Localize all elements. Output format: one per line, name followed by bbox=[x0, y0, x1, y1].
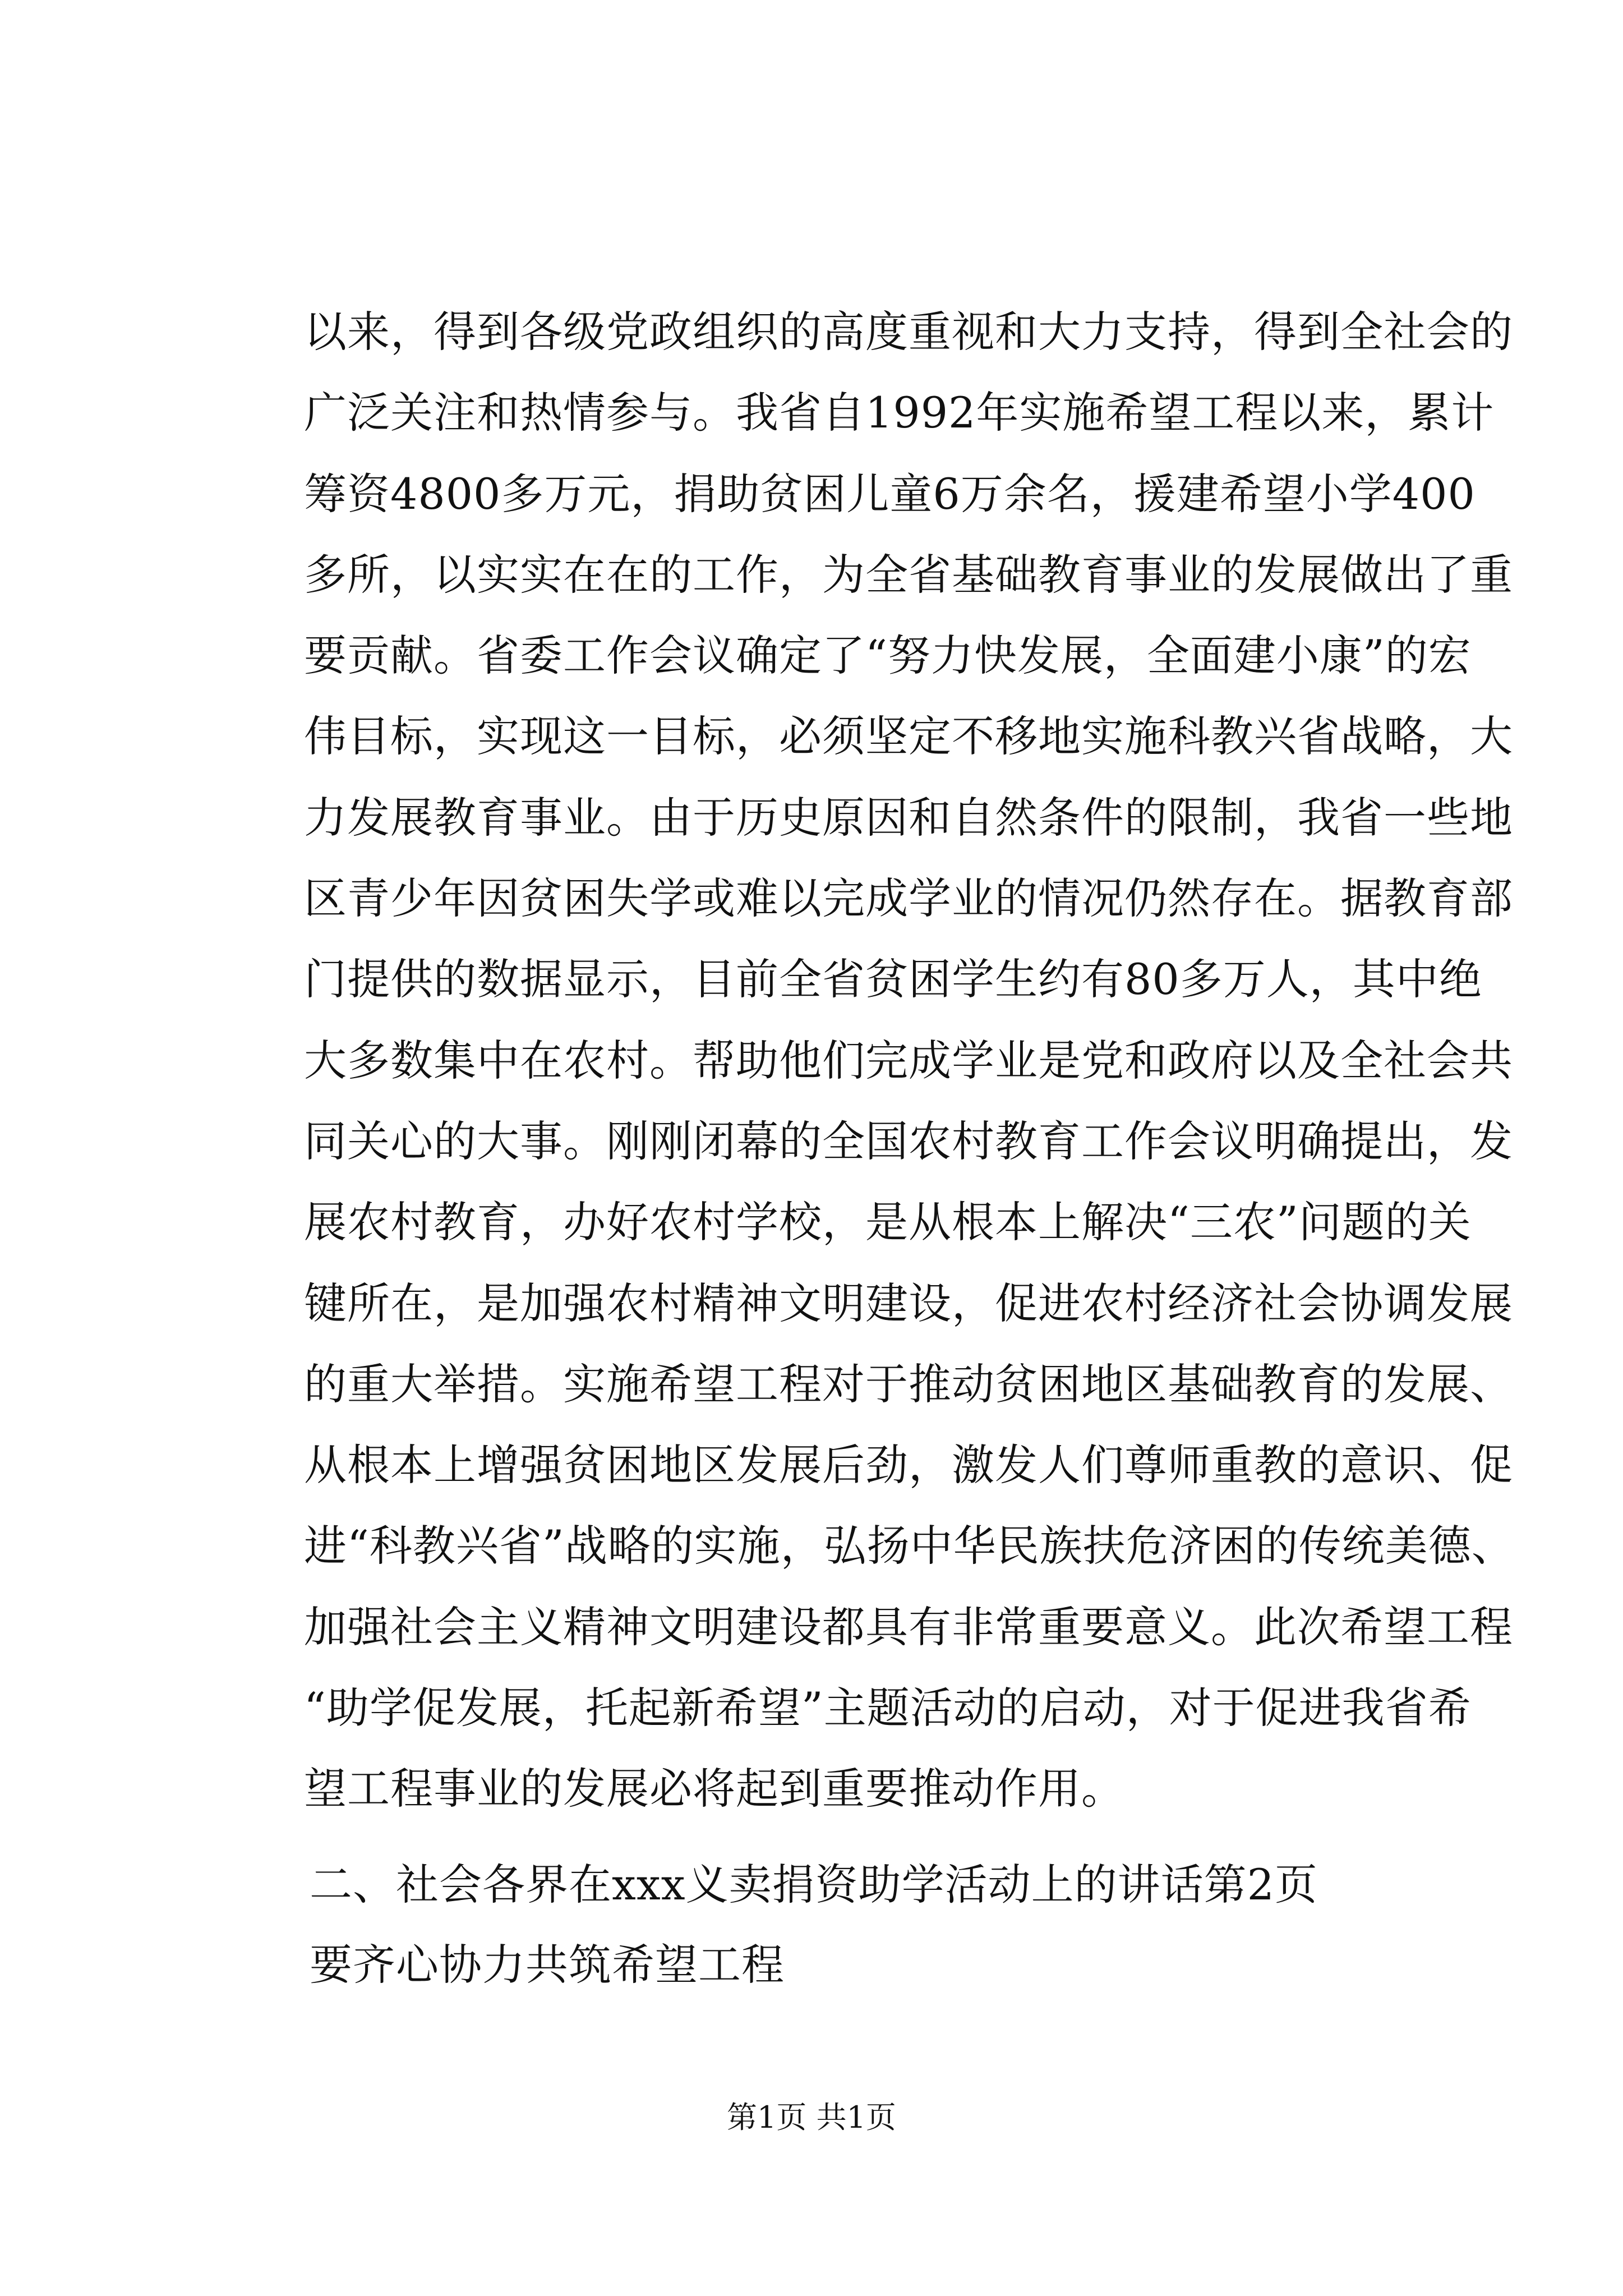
section-heading: 二、社会各界在xxx义卖捐资助学活动上的讲话第2页 bbox=[310, 1860, 1318, 1910]
paragraph-line: 以来，得到各级党政组织的高度重视和大力支持，得到全社会的 bbox=[304, 307, 1513, 357]
paragraph-line: 区青少年因贫困失学或难以完成学业的情况仍然存在。据教育部 bbox=[304, 873, 1513, 924]
paragraph-line: 加强社会主义精神文明建设都具有非常重要意义。此次希望工程 bbox=[304, 1602, 1513, 1652]
paragraph-line: 展农村教育，办好农村学校，是从根本上解决“三农”问题的关 bbox=[304, 1197, 1472, 1248]
paragraph-line: 的重大举措。实施希望工程对于推动贫困地区基础教育的发展、 bbox=[304, 1359, 1513, 1409]
paragraph-line: 广泛关注和热情参与。我省自1992年实施希望工程以来，累计 bbox=[304, 388, 1495, 438]
paragraph-line: 从根本上增强贫困地区发展后劲，激发人们尊师重教的意识、促 bbox=[304, 1440, 1513, 1490]
paragraph-line: 望工程事业的发展必将起到重要推动作用。 bbox=[304, 1764, 1124, 1814]
paragraph-line: 进“科教兴省”战略的实施，弘扬中华民族扶危济困的传统美德、 bbox=[304, 1521, 1515, 1571]
paragraph-line: 门提供的数据显示，目前全省贫困学生约有80多万人，其中绝 bbox=[304, 954, 1482, 1005]
paragraph-line: 多所，以实实在在的工作，为全省基础教育事业的发展做出了重 bbox=[304, 549, 1513, 600]
paragraph-line: 同关心的大事。刚刚闭幕的全国农村教育工作会议明确提出，发 bbox=[304, 1116, 1513, 1166]
paragraph-line: 筹资4800多万元，捐助贫困儿童6万余名，援建希望小学400 bbox=[304, 468, 1476, 519]
paragraph-line: 力发展教育事业。由于历史原因和自然条件的限制，我省一些地 bbox=[304, 792, 1513, 843]
paragraph-line: 大多数集中在农村。帮助他们完成学业是党和政府以及全社会共 bbox=[304, 1035, 1513, 1085]
page-footer: 第1页 共1页 bbox=[727, 2100, 896, 2135]
paragraph-line: 键所在，是加强农村精神文明建设，促进农村经济社会协调发展 bbox=[304, 1278, 1513, 1328]
paragraph-line: “助学促发展，托起新希望”主题活动的启动，对于促进我省希 bbox=[304, 1683, 1472, 1733]
paragraph-line: 伟目标，实现这一目标，必须坚定不移地实施科教兴省战略，大 bbox=[304, 711, 1513, 762]
body-paragraph bbox=[304, 292, 1515, 1830]
paragraph-line: 要贡献。省委工作会议确定了“努力快发展，全面建小康”的宏 bbox=[304, 631, 1472, 681]
section-subheading: 要齐心协力共筑希望工程 bbox=[310, 1940, 785, 1990]
